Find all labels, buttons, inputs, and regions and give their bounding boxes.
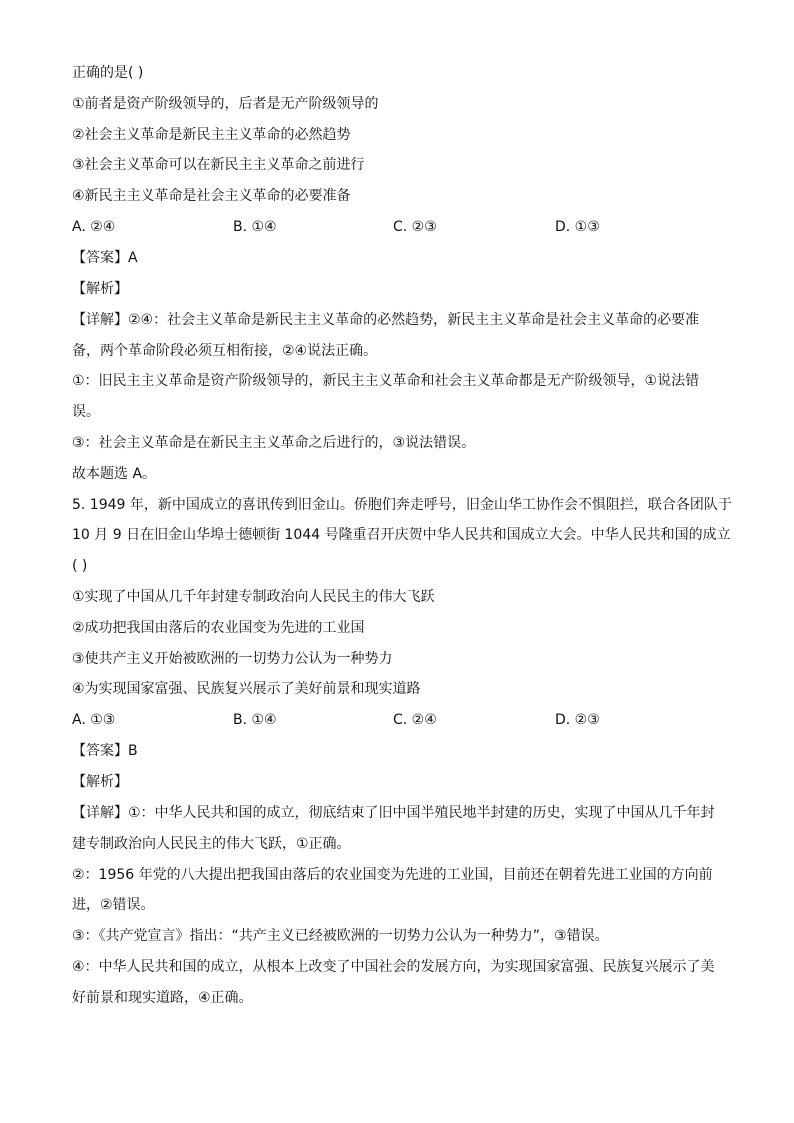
- q4-option-d: D. ①③: [555, 218, 600, 235]
- q5-item-3: ③使共产主义开始被欧洲的一切势力公认为一种势力: [72, 650, 393, 667]
- q4-option-c: C. ②③: [393, 218, 437, 235]
- q5-option-b: B. ①④: [233, 712, 277, 729]
- q5-detail-line-3: ②：1956 年党的八大提出把我国由落后的农业国变为先进的工业国，目前还在朝着先进工业国的方向前: [72, 866, 713, 883]
- q4-item-4: ④新民主主义革命是社会主义革命的必要准备: [72, 188, 351, 205]
- detail-label: 【详解】: [72, 804, 128, 821]
- q4-item-2: ②社会主义革命是新民主主义革命的必然趋势: [72, 126, 351, 143]
- q4-detail-line-1: [72, 309, 724, 331]
- q4-answer: [72, 247, 724, 269]
- q4-option-b: B. ①④: [233, 218, 277, 235]
- q4-option-a: A. ②④: [72, 218, 116, 235]
- answer-value: B: [128, 743, 138, 760]
- q4-options: [72, 216, 724, 238]
- detail-text: ①：中华人民共和国的成立，彻底结束了旧中国半殖民地半封建的历史，实现了中国从几千年封: [128, 804, 715, 821]
- q5-answer: [72, 740, 724, 762]
- q4-detail-line-5: ③：社会主义革命是在新民主主义革命之后进行的，③说法错误。: [72, 434, 476, 451]
- document-page: [72, 62, 732, 1017]
- q5-option-c: C. ②④: [393, 712, 437, 729]
- q5-detail-line-1: [72, 802, 724, 824]
- q5-option-a: A. ①③: [72, 712, 116, 729]
- q5-item-4: ④为实现国家富强、民族复兴展示了美好前景和现实道路: [72, 681, 421, 698]
- q5-item-2: ②成功把我国由落后的农业国变为先进的工业国: [72, 619, 365, 636]
- q5-detail-line-5: ③：《共产党宣言》指出：“共产主义已经被欧洲的一切势力公认为一种势力”，③错误。: [72, 928, 609, 945]
- q4-detail-line-6: 故本题选 A。: [72, 465, 157, 482]
- q5-options: [72, 709, 724, 731]
- q4-detail-line-2: 备，两个革命阶段必须互相衔接，②④说法正确。: [72, 342, 378, 359]
- answer-value: A: [128, 250, 138, 267]
- q5-detail-line-6: ④：中华人民共和国的成立，从根本上改变了中国社会的发展方向，为实现国家富强、民族复兴展示了美: [72, 958, 715, 975]
- q4-item-3: ③社会主义革命可以在新民主主义革命之前进行: [72, 157, 365, 174]
- q5-detail-line-4: 进，②错误。: [72, 897, 155, 914]
- answer-label: 【答案】: [72, 250, 128, 267]
- q4-item-1: ①前者是资产阶级领导的，后者是无产阶级领导的: [72, 95, 379, 112]
- q5-detail-line-7: 好前景和现实道路，④正确。: [72, 989, 253, 1006]
- answer-label: 【答案】: [72, 743, 128, 760]
- q5-detail-line-2: 建专制政治向人民民主的伟大飞跃，①正确。: [72, 835, 351, 852]
- q5-stem-line-3: ( ): [72, 558, 88, 575]
- q5-stem-line-2: 10 月 9 日在旧金山华埠士德顿街 1044 号隆重召开庆贺中华人民共和国成立大会。中华人民共和国的成立: [72, 527, 731, 544]
- q5-option-d: D. ②③: [555, 712, 600, 729]
- q5-item-1: ①实现了中国从几千年封建专制政治向人民民主的伟大飞跃: [72, 588, 435, 605]
- detail-label: 【详解】: [72, 311, 128, 328]
- q4-detail-line-3: ①：旧民主主义革命是资产阶级领导的，新民主主义革命和社会主义革命都是无产阶级领导，①说法错: [72, 373, 700, 390]
- detail-text: ②④：社会主义革命是新民主主义革命的必然趋势，新民主主义革命是社会主义革命的必要准: [128, 311, 700, 328]
- q5-analysis-label: 【解析】: [72, 774, 128, 791]
- q4-analysis-label: 【解析】: [72, 280, 128, 297]
- q4-stem: 正确的是( ): [72, 65, 144, 81]
- q4-detail-line-4: 误。: [72, 404, 100, 421]
- q5-stem-line-1: 5. 1949 年，新中国成立的喜讯传到旧金山。侨胞们奔走呼号，旧金山华工协作会不惧阻拦，联合各团队于: [72, 496, 732, 513]
